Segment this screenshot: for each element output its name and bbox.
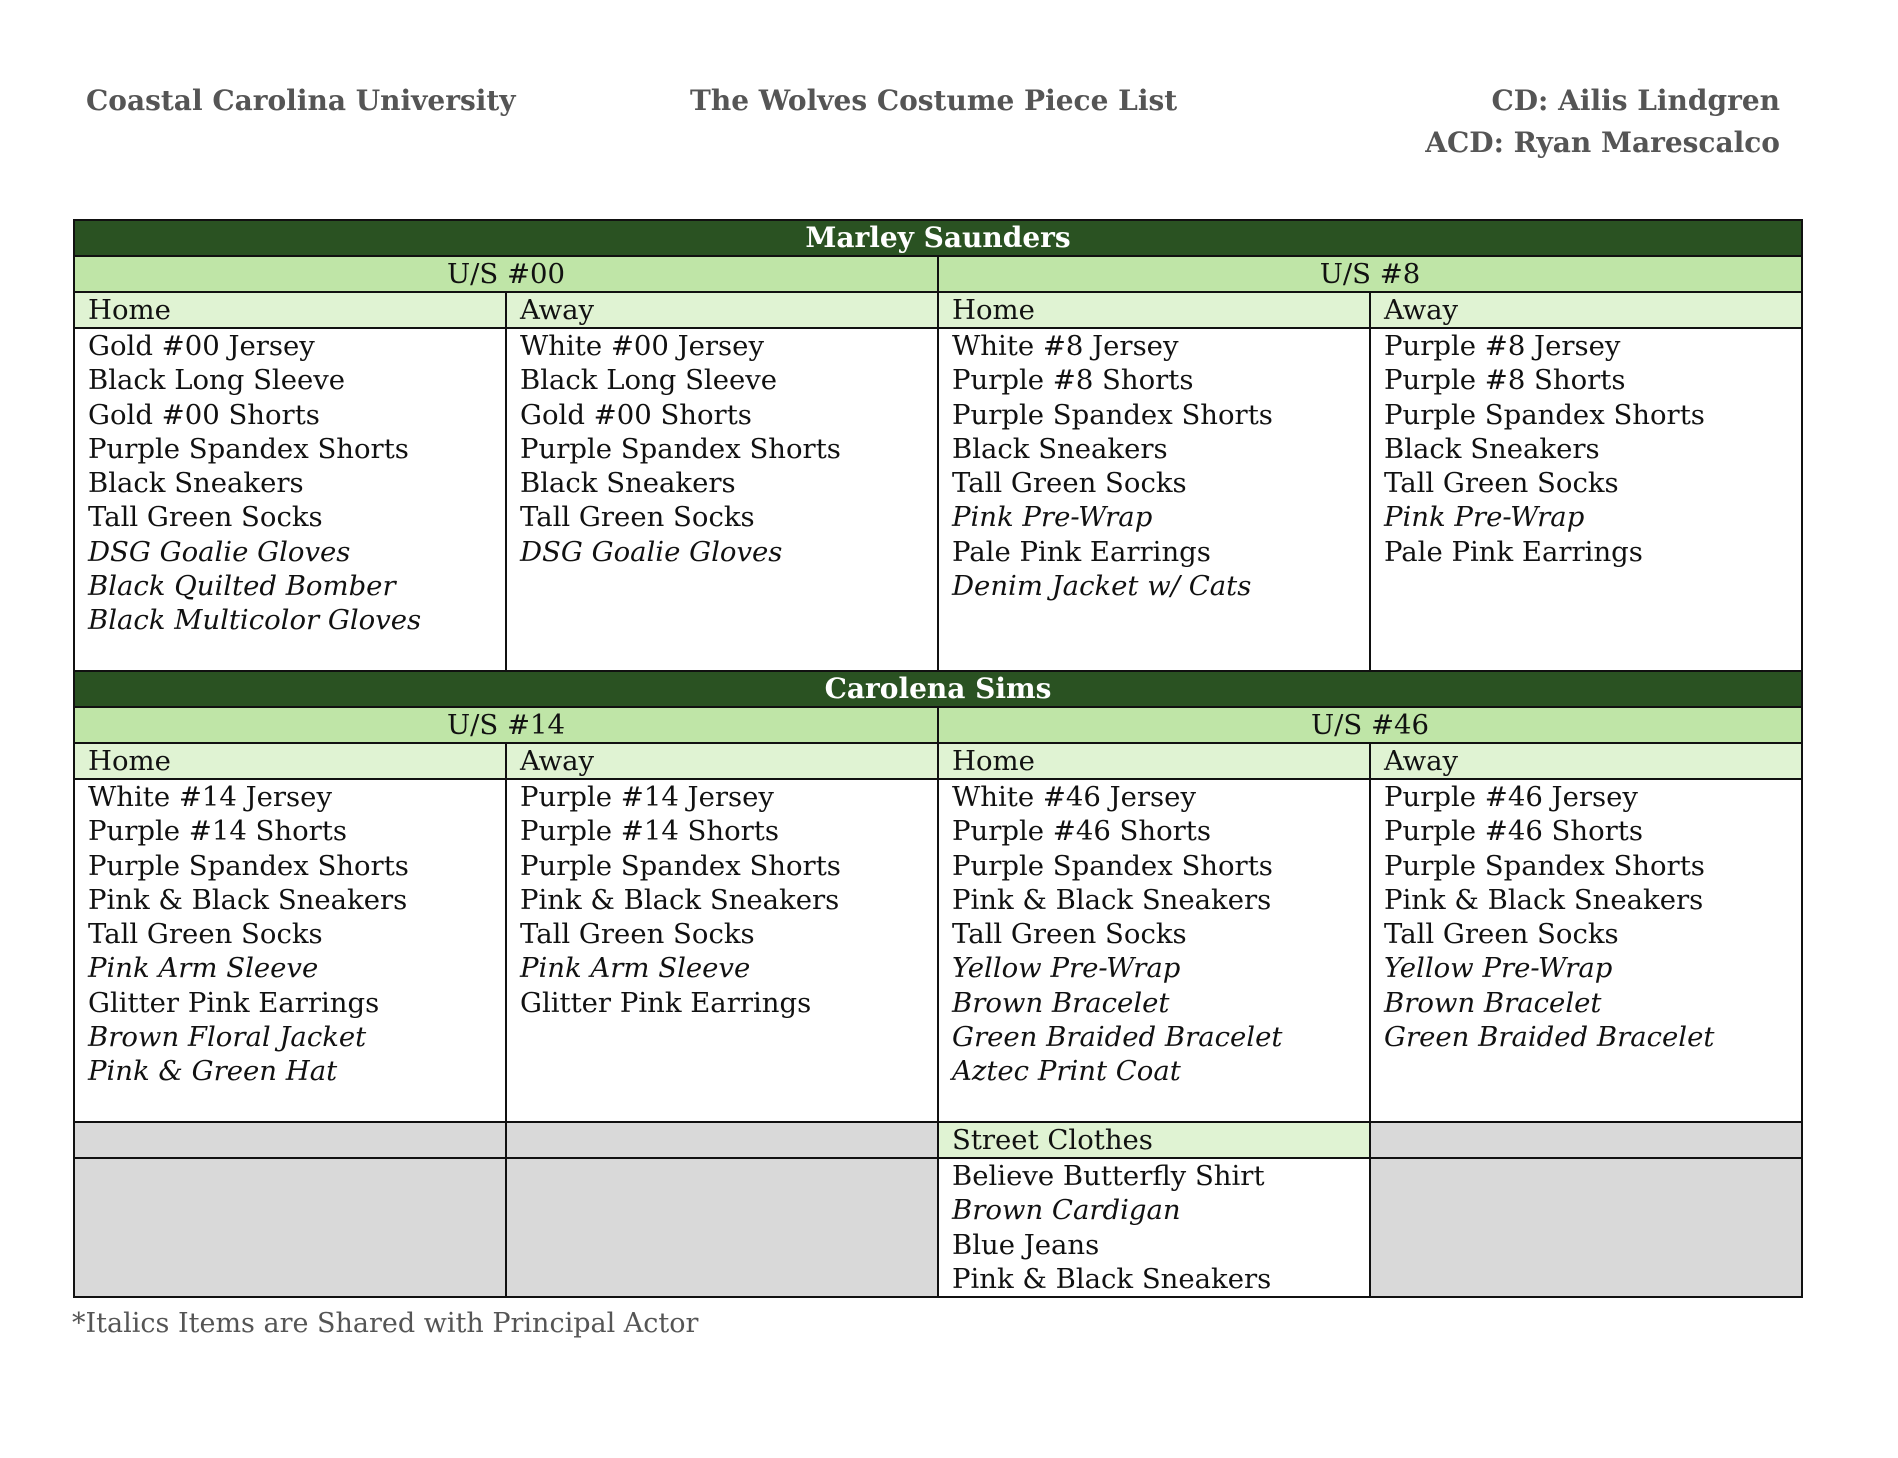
items-row	[74, 328, 1802, 671]
assistant-costume-designer: ACD: Ryan Marescalco	[1425, 126, 1780, 159]
costume-item: Purple #14 Shorts	[88, 815, 347, 848]
costume-item: Tall Green Socks	[952, 918, 1187, 951]
costume-item: Pink & Black Sneakers	[88, 883, 408, 916]
costume-item: Purple #46 Shorts	[952, 815, 1211, 848]
understudy-row	[74, 256, 1802, 292]
street-clothes-header-row	[74, 1122, 1802, 1158]
costume-item: Tall Green Socks	[1384, 918, 1619, 951]
costume-item: Purple #8 Jersey	[1384, 330, 1621, 362]
costume-item: Denim Jacket w/ Cats	[952, 570, 1252, 603]
street-clothes-row	[74, 1158, 1802, 1297]
empty-cell	[1370, 1158, 1802, 1297]
costume-item: Tall Green Socks	[88, 918, 323, 951]
costume-item: Pale Pink Earrings	[1384, 535, 1643, 568]
understudy-label: U/S #00	[74, 256, 938, 292]
costume-item: Blue Jeans	[952, 1228, 1100, 1261]
item-list	[938, 328, 1370, 671]
home-away-row	[74, 743, 1802, 779]
costume-item: Brown Bracelet	[952, 986, 1170, 1019]
costume-item: Glitter Pink Earrings	[520, 986, 812, 1019]
empty-cell	[74, 1158, 506, 1297]
costume-item: White #00 Jersey	[520, 330, 764, 362]
costume-item: Purple Spandex Shorts	[88, 432, 409, 465]
costume-item: Yellow Pre-Wrap	[952, 952, 1181, 985]
costume-item: Pale Pink Earrings	[952, 535, 1211, 568]
costume-item: DSG Goalie Gloves	[520, 535, 783, 568]
understudy-label: U/S #46	[938, 707, 1802, 743]
costume-item: Black Sneakers	[1384, 432, 1600, 465]
home-away-row	[74, 292, 1802, 328]
empty-cell	[74, 1122, 506, 1158]
costume-item: Purple Spandex Shorts	[952, 398, 1273, 431]
costume-item: Pink Pre-Wrap	[952, 501, 1153, 534]
costume-item: DSG Goalie Gloves	[88, 535, 351, 568]
away-label: Away	[1370, 292, 1802, 328]
item-list	[1370, 328, 1802, 671]
costume-item: Green Braided Bracelet	[1384, 1021, 1715, 1054]
costume-item: Purple Spandex Shorts	[520, 432, 841, 465]
costume-item: Purple #46 Shorts	[1384, 815, 1643, 848]
item-list	[74, 328, 506, 671]
empty-cell	[506, 1122, 938, 1158]
item-list	[938, 779, 1370, 1122]
costume-item: Pink Pre-Wrap	[1384, 501, 1585, 534]
costume-item: Black Quilted Bomber	[88, 570, 396, 603]
home-label: Home	[74, 292, 506, 328]
costume-item: Black Sneakers	[952, 432, 1168, 465]
character-row	[74, 671, 1802, 707]
away-label: Away	[506, 292, 938, 328]
home-label: Home	[938, 743, 1370, 779]
costume-item: Black Sneakers	[520, 467, 736, 500]
costume-item: Tall Green Socks	[952, 467, 1187, 500]
costume-item: Gold #00 Shorts	[520, 398, 752, 431]
costume-item: Purple #14 Shorts	[520, 815, 779, 848]
costume-item: Glitter Pink Earrings	[88, 986, 380, 1019]
understudy-label: U/S #14	[74, 707, 938, 743]
costume-item: Purple Spandex Shorts	[1384, 849, 1705, 882]
home-label: Home	[74, 743, 506, 779]
costume-item: Tall Green Socks	[520, 918, 755, 951]
costume-item: Purple Spandex Shorts	[520, 849, 841, 882]
costume-item: Black Sneakers	[88, 467, 304, 500]
costume-item: Pink & Black Sneakers	[520, 883, 840, 916]
street-clothes-list	[938, 1158, 1370, 1297]
costume-item: Black Long Sleeve	[520, 364, 778, 397]
costume-item: Purple #8 Shorts	[952, 364, 1194, 397]
university-name: Coastal Carolina University	[86, 84, 516, 117]
character-name: Marley Saunders	[74, 220, 1802, 256]
street-clothes-label: Street Clothes	[938, 1122, 1370, 1158]
costume-item: Black Multicolor Gloves	[88, 604, 422, 637]
costume-item: Pink & Black Sneakers	[952, 883, 1272, 916]
costume-item: Gold #00 Jersey	[88, 330, 315, 362]
item-list	[506, 779, 938, 1122]
costume-item: Brown Cardigan	[952, 1194, 1181, 1227]
costume-item: White #14 Jersey	[88, 781, 332, 813]
costume-item: Purple Spandex Shorts	[1384, 398, 1705, 431]
costume-item: Believe Butterfly Shirt	[952, 1160, 1265, 1192]
away-label: Away	[506, 743, 938, 779]
costume-item: Brown Floral Jacket	[88, 1021, 367, 1054]
item-list	[506, 328, 938, 671]
costume-item: White #46 Jersey	[952, 781, 1196, 813]
costume-item: Pink & Black Sneakers	[1384, 883, 1704, 916]
costume-piece-table	[73, 219, 1803, 1298]
empty-cell	[1370, 1122, 1802, 1158]
costume-item: Pink Arm Sleeve	[88, 952, 319, 985]
costume-item: White #8 Jersey	[952, 330, 1179, 362]
understudy-row	[74, 707, 1802, 743]
costume-item: Purple #8 Shorts	[1384, 364, 1626, 397]
costume-item: Black Long Sleeve	[88, 364, 346, 397]
costume-item: Yellow Pre-Wrap	[1384, 952, 1613, 985]
costume-item: Pink & Green Hat	[88, 1055, 338, 1088]
character-name: Carolena Sims	[74, 671, 1802, 707]
costume-item: Purple #46 Jersey	[1384, 781, 1638, 813]
item-list	[74, 779, 506, 1122]
costume-item: Purple Spandex Shorts	[952, 849, 1273, 882]
home-label: Home	[938, 292, 1370, 328]
item-list	[1370, 779, 1802, 1122]
costume-item: Tall Green Socks	[520, 501, 755, 534]
costume-item: Aztec Print Coat	[952, 1055, 1181, 1088]
italics-footnote: *Italics Items are Shared with Principal Actor	[72, 1308, 699, 1339]
document-title: The Wolves Costume Piece List	[690, 84, 1178, 117]
costume-item: Brown Bracelet	[1384, 986, 1602, 1019]
costume-item: Purple #14 Jersey	[520, 781, 774, 813]
empty-cell	[506, 1158, 938, 1297]
costume-designer: CD: Ailis Lindgren	[1491, 84, 1780, 117]
costume-item: Purple Spandex Shorts	[88, 849, 409, 882]
costume-item: Green Braided Bracelet	[952, 1021, 1283, 1054]
away-label: Away	[1370, 743, 1802, 779]
understudy-label: U/S #8	[938, 256, 1802, 292]
costume-item: Tall Green Socks	[88, 501, 323, 534]
costume-item: Pink Arm Sleeve	[520, 952, 751, 985]
costume-item: Gold #00 Shorts	[88, 398, 320, 431]
items-row	[74, 779, 1802, 1122]
costume-item: Tall Green Socks	[1384, 467, 1619, 500]
costume-item: Pink & Black Sneakers	[952, 1262, 1272, 1295]
designer-credits	[1425, 84, 1780, 168]
character-row	[74, 220, 1802, 256]
